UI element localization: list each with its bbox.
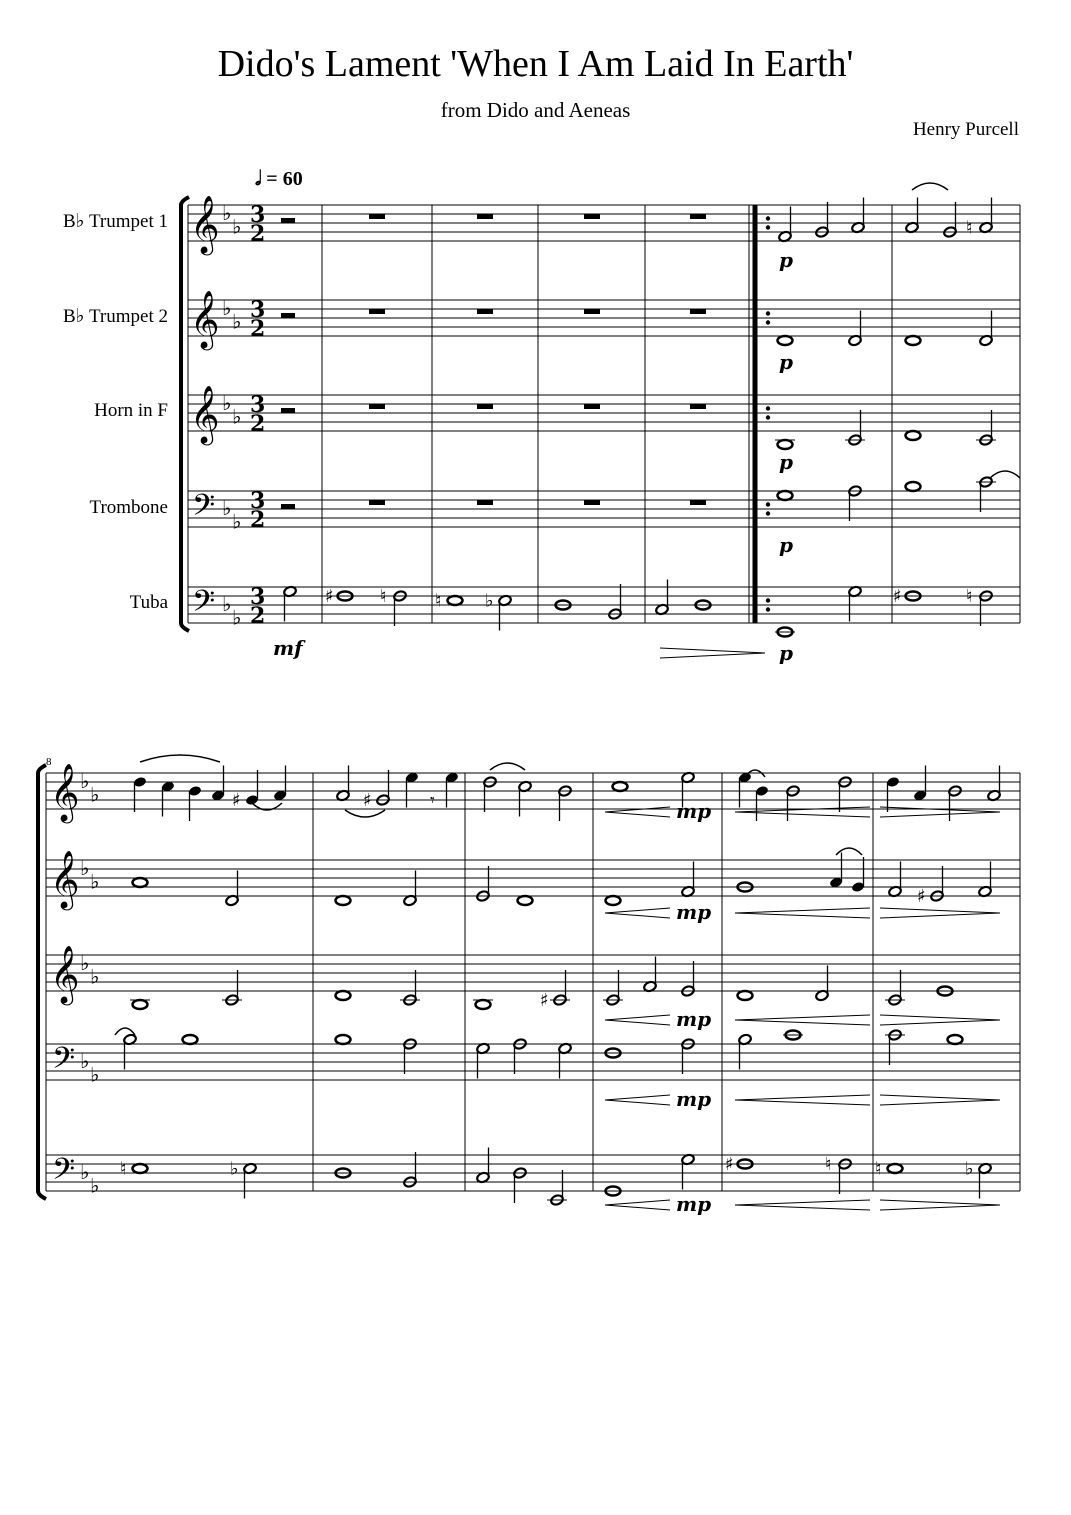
whole-note xyxy=(613,782,628,791)
whole-note xyxy=(606,896,621,905)
treble-clef-icon: 𝄞 xyxy=(50,945,80,1003)
decrescendo-hairpin xyxy=(880,1095,1000,1105)
accidental: ♯ xyxy=(540,990,549,1011)
whole-note xyxy=(738,991,753,1000)
whole-note xyxy=(448,596,463,605)
flat-icon: ♭ xyxy=(80,856,90,880)
time-signature-numerator: 3 xyxy=(250,297,266,323)
whole-note xyxy=(518,896,533,905)
tempo-marking: 𝅗𝅥 = 60 xyxy=(255,168,303,190)
whole-note xyxy=(948,1035,963,1044)
repeat-dot xyxy=(766,502,770,506)
composer-name: Henry Purcell xyxy=(912,119,1019,140)
whole-note xyxy=(476,1000,491,1009)
whole-rest xyxy=(369,500,385,505)
whole-note xyxy=(778,491,793,500)
accidental: ♯ xyxy=(725,1154,734,1175)
dynamic-mp: mp xyxy=(676,1192,712,1216)
dynamic-p: p xyxy=(779,248,793,272)
system-bracket xyxy=(38,765,46,1199)
crescendo-hairpin xyxy=(735,1200,870,1210)
score-subtitle: from Dido and Aeneas xyxy=(440,98,631,122)
treble-clef-icon: 𝄞 xyxy=(190,195,220,253)
flat-icon: ♭ xyxy=(90,869,100,894)
crescendo-hairpin xyxy=(605,1095,670,1105)
crescendo-hairpin xyxy=(605,1015,670,1025)
treble-clef-icon: 𝄞 xyxy=(50,763,80,821)
whole-note xyxy=(133,1164,148,1173)
time-signature-numerator: 3 xyxy=(250,584,266,610)
dynamic-p: p xyxy=(779,450,793,474)
whole-note xyxy=(888,1164,903,1173)
accidental: ♮ xyxy=(966,586,973,607)
accidental: ♯ xyxy=(363,790,372,811)
whole-note xyxy=(906,336,921,345)
flat-icon: ♭ xyxy=(80,1049,90,1073)
whole-rest xyxy=(369,214,385,219)
whole-rest xyxy=(690,404,706,409)
whole-note xyxy=(906,482,921,491)
whole-rest xyxy=(477,500,493,505)
crescendo-hairpin xyxy=(605,1200,670,1210)
slur xyxy=(990,471,1020,478)
whole-note xyxy=(906,431,921,440)
whole-note xyxy=(336,991,351,1000)
dynamic-mp: mp xyxy=(676,1007,712,1031)
treble-clef-icon: 𝄞 xyxy=(50,850,80,908)
whole-note xyxy=(336,1035,351,1044)
slur xyxy=(140,755,220,762)
whole-note xyxy=(133,1000,148,1009)
dynamic-p: p xyxy=(779,350,793,374)
flat-icon: ♭ xyxy=(232,214,242,239)
rest-icon: 𝄾 xyxy=(430,790,435,811)
time-signature-numerator: 3 xyxy=(250,392,266,418)
time-signature-denominator: 2 xyxy=(250,507,266,533)
dynamic-mp: mp xyxy=(676,900,712,924)
score-title: Dido's Lament 'When I Am Laid In Earth' xyxy=(217,43,854,85)
dynamic-p: p xyxy=(779,641,793,665)
whole-rest xyxy=(584,404,600,409)
repeat-dot xyxy=(766,598,770,602)
dynamic-mp: mp xyxy=(676,799,712,823)
accidental: ♯ xyxy=(325,586,334,607)
crescendo-hairpin xyxy=(735,1015,870,1025)
bass-clef-icon: 𝄢 xyxy=(52,1153,76,1194)
whole-rest xyxy=(477,214,493,219)
accidental: ♭ xyxy=(485,590,494,612)
repeat-dot xyxy=(766,607,770,611)
crescendo-hairpin xyxy=(735,908,870,918)
instrument-label-horn: Horn in F xyxy=(94,400,168,421)
decrescendo-hairpin xyxy=(880,1200,1000,1210)
whole-rest xyxy=(369,404,385,409)
repeat-dot xyxy=(766,415,770,419)
whole-rest xyxy=(477,309,493,314)
accidental: ♮ xyxy=(875,1158,882,1180)
flat-icon: ♭ xyxy=(232,404,242,429)
slur xyxy=(345,810,385,817)
flat-icon: ♭ xyxy=(90,1173,100,1198)
instrument-label-trumpet-1: B♭ Trumpet 1 xyxy=(62,211,168,232)
repeat-dot xyxy=(766,311,770,315)
whole-note xyxy=(336,896,351,905)
accidental: ♭ xyxy=(230,1158,239,1180)
whole-rest xyxy=(584,309,600,314)
dynamic-p: p xyxy=(779,533,793,557)
whole-rest xyxy=(369,309,385,314)
whole-note xyxy=(183,1035,198,1044)
repeat-dot xyxy=(766,225,770,229)
time-signature-denominator: 2 xyxy=(250,316,266,342)
time-signature-denominator: 2 xyxy=(250,603,266,629)
dynamic-mp: mp xyxy=(676,1087,712,1111)
whole-note xyxy=(133,878,148,887)
half-rest xyxy=(281,218,295,223)
bass-clef-icon: 𝄢 xyxy=(192,585,216,626)
flat-icon: ♭ xyxy=(80,951,90,975)
whole-rest xyxy=(690,309,706,314)
accidental: ♯ xyxy=(232,790,241,811)
flat-icon: ♭ xyxy=(90,782,100,807)
accidental: ♮ xyxy=(825,1154,832,1175)
whole-rest xyxy=(477,404,493,409)
decrescendo-hairpin xyxy=(880,1015,1000,1025)
flat-icon: ♭ xyxy=(222,496,232,520)
flat-icon: ♭ xyxy=(90,964,100,989)
half-rest xyxy=(281,504,295,509)
time-signature-denominator: 2 xyxy=(250,221,266,247)
whole-rest xyxy=(584,214,600,219)
slur xyxy=(912,183,948,190)
crescendo-hairpin xyxy=(605,908,670,918)
crescendo-hairpin xyxy=(735,1095,870,1105)
accidental: ♮ xyxy=(435,590,442,612)
bass-clef-icon: 𝄢 xyxy=(52,1042,76,1083)
repeat-dot xyxy=(766,216,770,220)
instrument-label-tuba: Tuba xyxy=(129,592,168,613)
flat-icon: ♭ xyxy=(222,296,232,320)
treble-clef-icon: 𝄞 xyxy=(190,290,220,348)
flat-icon: ♭ xyxy=(232,605,242,630)
flat-icon: ♭ xyxy=(90,1062,100,1087)
measure-number: 8 xyxy=(46,756,52,768)
whole-note xyxy=(778,336,793,345)
instrument-label-trombone: Trombone xyxy=(89,497,168,518)
repeat-dot xyxy=(766,320,770,324)
flat-icon: ♭ xyxy=(222,592,232,616)
whole-note xyxy=(778,440,793,449)
time-signature-denominator: 2 xyxy=(250,411,266,437)
half-rest xyxy=(281,313,295,318)
time-signature-numerator: 3 xyxy=(250,488,266,514)
dynamic-mf: mf xyxy=(273,636,303,660)
accidental: ♮ xyxy=(966,217,973,239)
time-signature-numerator: 3 xyxy=(250,202,266,228)
decrescendo-hairpin xyxy=(660,648,765,658)
flat-icon: ♭ xyxy=(222,391,232,415)
slur xyxy=(490,763,525,770)
whole-rest xyxy=(584,500,600,505)
whole-rest xyxy=(690,214,706,219)
accidental: ♯ xyxy=(917,886,926,907)
repeat-dot xyxy=(766,511,770,515)
accidental: ♭ xyxy=(965,1158,974,1180)
whole-rest xyxy=(690,500,706,505)
half-rest xyxy=(281,408,295,413)
flat-icon: ♭ xyxy=(80,769,90,793)
slur xyxy=(836,848,862,855)
repeat-dot xyxy=(766,406,770,410)
accidental: ♯ xyxy=(893,586,902,607)
instrument-label-trumpet-2: B♭ Trumpet 2 xyxy=(62,306,168,327)
decrescendo-hairpin xyxy=(880,908,1000,918)
accidental: ♮ xyxy=(120,1158,127,1180)
flat-icon: ♭ xyxy=(80,1160,90,1184)
bass-clef-icon: 𝄢 xyxy=(192,489,216,530)
flat-icon: ♭ xyxy=(232,509,242,534)
accidental: ♮ xyxy=(380,586,387,607)
treble-clef-icon: 𝄞 xyxy=(190,385,220,443)
flat-icon: ♭ xyxy=(222,201,232,225)
flat-icon: ♭ xyxy=(232,309,242,334)
